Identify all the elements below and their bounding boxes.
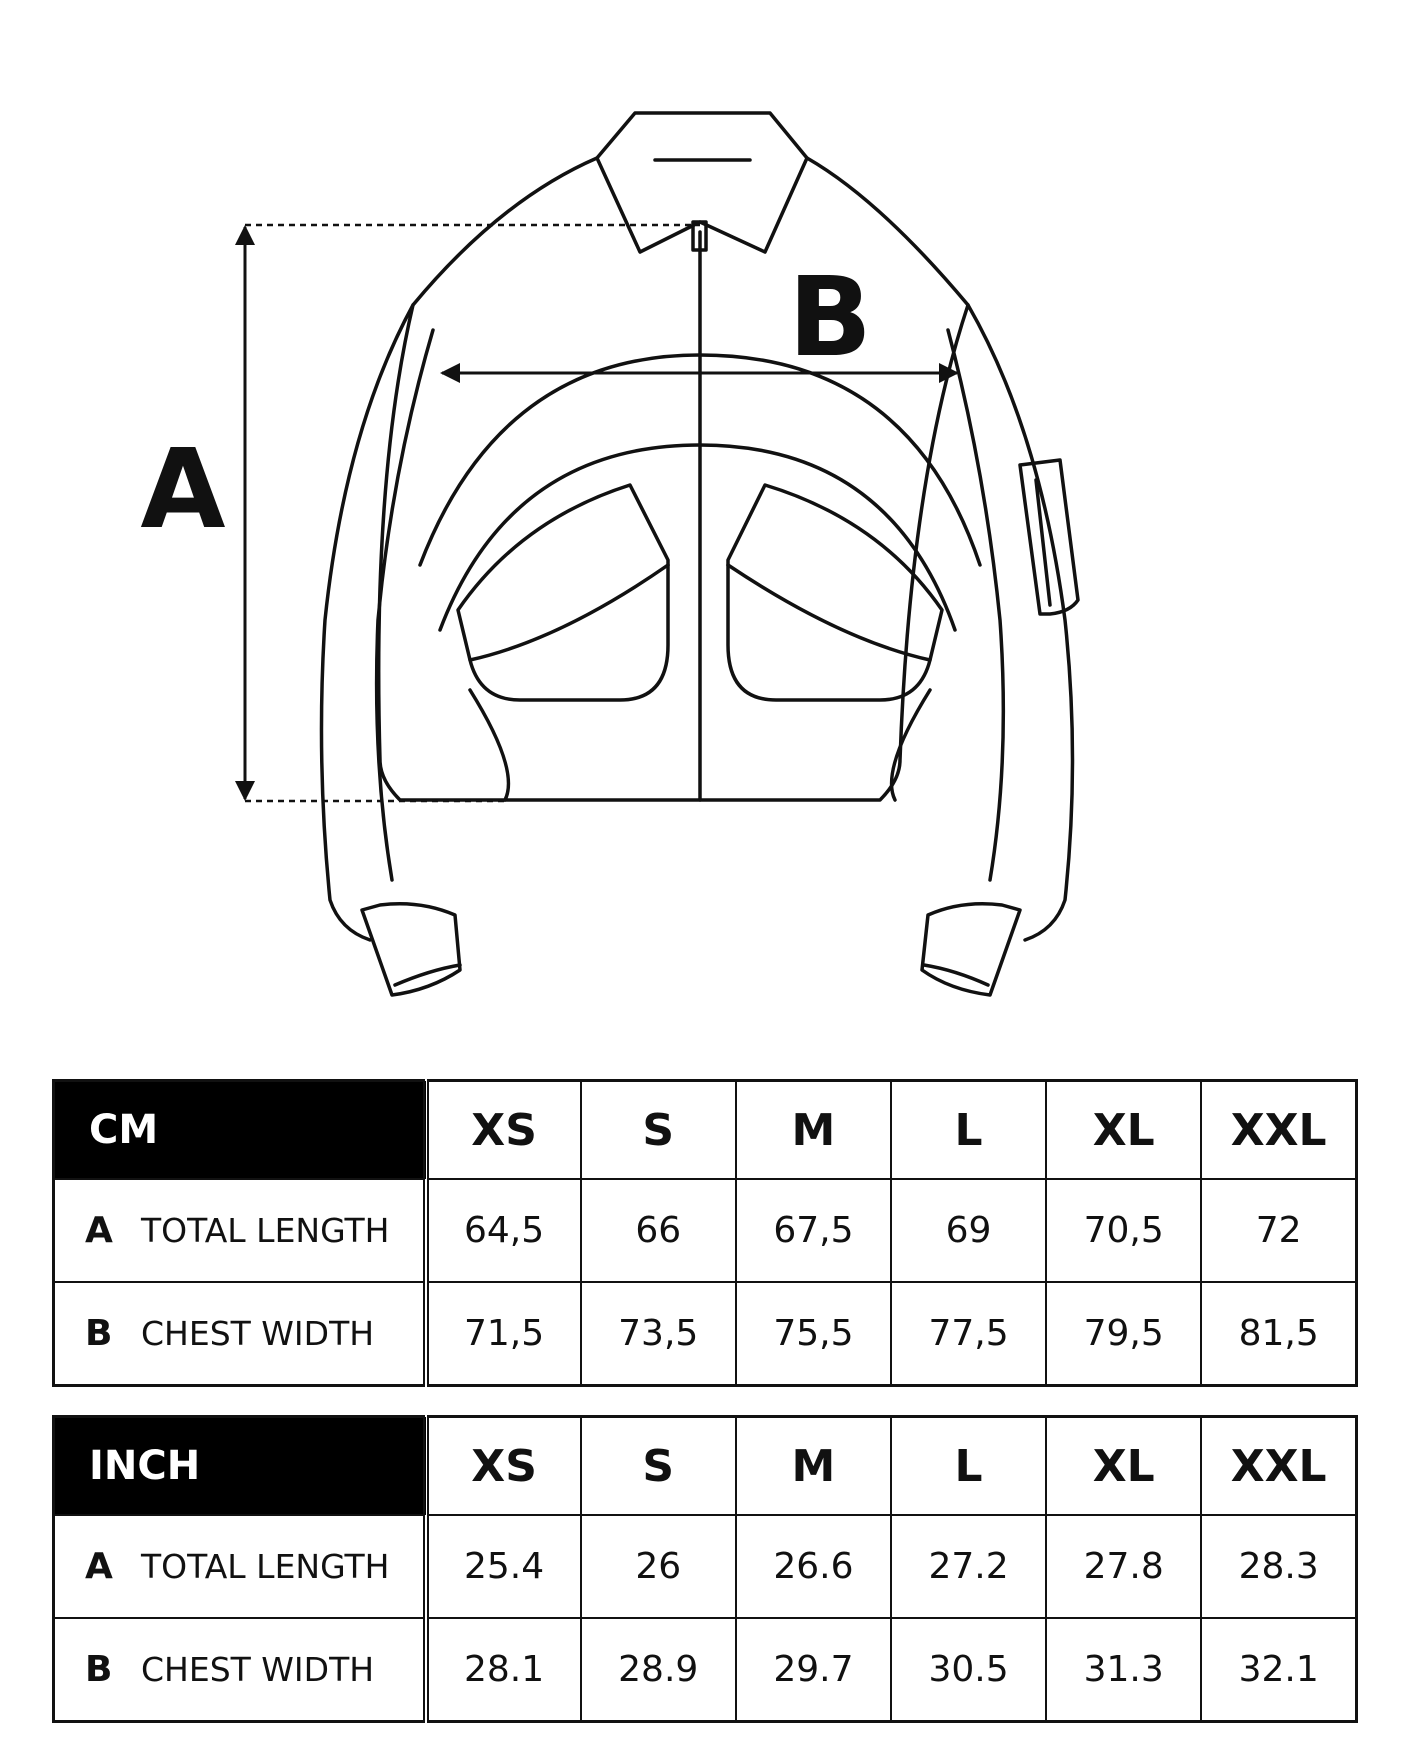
- value-cell: 69: [891, 1179, 1046, 1282]
- header-row: [54, 1081, 1357, 1180]
- table-row: [54, 1179, 1357, 1282]
- value-cell: 77,5: [891, 1282, 1046, 1386]
- value-cell: 27.2: [891, 1515, 1046, 1618]
- value-cell: 28.3: [1201, 1515, 1356, 1618]
- row-label-text: TOTAL LENGTH: [141, 1211, 390, 1250]
- row-label-text: TOTAL LENGTH: [141, 1547, 390, 1586]
- value-cell: 73,5: [581, 1282, 736, 1386]
- row-label: [54, 1618, 426, 1722]
- table-row: [54, 1515, 1357, 1618]
- size-header: M: [736, 1417, 891, 1516]
- value-cell: 28.9: [581, 1618, 736, 1722]
- size-header: L: [891, 1081, 1046, 1180]
- value-cell: 30.5: [891, 1618, 1046, 1722]
- value-cell: 31.3: [1046, 1618, 1201, 1722]
- size-header: XL: [1046, 1417, 1201, 1516]
- size-header: XXL: [1201, 1081, 1356, 1180]
- size-header: XL: [1046, 1081, 1201, 1180]
- value-cell: 67,5: [736, 1179, 891, 1282]
- value-cell: 32.1: [1201, 1618, 1356, 1722]
- value-cell: 28.1: [426, 1618, 581, 1722]
- size-header: S: [581, 1417, 736, 1516]
- row-label: [54, 1179, 426, 1282]
- value-cell: 26.6: [736, 1515, 891, 1618]
- size-header: L: [891, 1417, 1046, 1516]
- value-cell: 75,5: [736, 1282, 891, 1386]
- size-header: XXL: [1201, 1417, 1356, 1516]
- unit-label: INCH: [54, 1417, 426, 1516]
- unit-label: CM: [54, 1081, 426, 1180]
- size-header: M: [736, 1081, 891, 1180]
- row-label-text: CHEST WIDTH: [141, 1650, 375, 1689]
- value-cell: 70,5: [1046, 1179, 1201, 1282]
- value-cell: 27.8: [1046, 1515, 1201, 1618]
- value-cell: 71,5: [426, 1282, 581, 1386]
- header-row: [54, 1417, 1357, 1516]
- row-letter: B: [85, 1649, 113, 1690]
- value-cell: 81,5: [1201, 1282, 1356, 1386]
- value-cell: 29.7: [736, 1618, 891, 1722]
- jacket-outline: [321, 113, 1078, 995]
- row-label-text: CHEST WIDTH: [141, 1314, 375, 1353]
- size-table-cm: [52, 1079, 1358, 1387]
- row-letter: A: [85, 1546, 113, 1587]
- table-row: [54, 1282, 1357, 1386]
- value-cell: 25.4: [426, 1515, 581, 1618]
- size-header: S: [581, 1081, 736, 1180]
- size-header: XS: [426, 1081, 581, 1180]
- size-header: XS: [426, 1417, 581, 1516]
- size-table-inch: [52, 1415, 1358, 1723]
- row-letter: A: [85, 1210, 113, 1251]
- value-cell: 26: [581, 1515, 736, 1618]
- value-cell: 79,5: [1046, 1282, 1201, 1386]
- dimension-a: [140, 225, 700, 801]
- value-cell: 64,5: [426, 1179, 581, 1282]
- row-letter: B: [85, 1313, 113, 1354]
- value-cell: 66: [581, 1179, 736, 1282]
- table-row: [54, 1618, 1357, 1722]
- row-label: [54, 1515, 426, 1618]
- row-label: [54, 1282, 426, 1386]
- value-cell: 72: [1201, 1179, 1356, 1282]
- label-a: A: [140, 425, 226, 553]
- label-b: B: [788, 253, 872, 381]
